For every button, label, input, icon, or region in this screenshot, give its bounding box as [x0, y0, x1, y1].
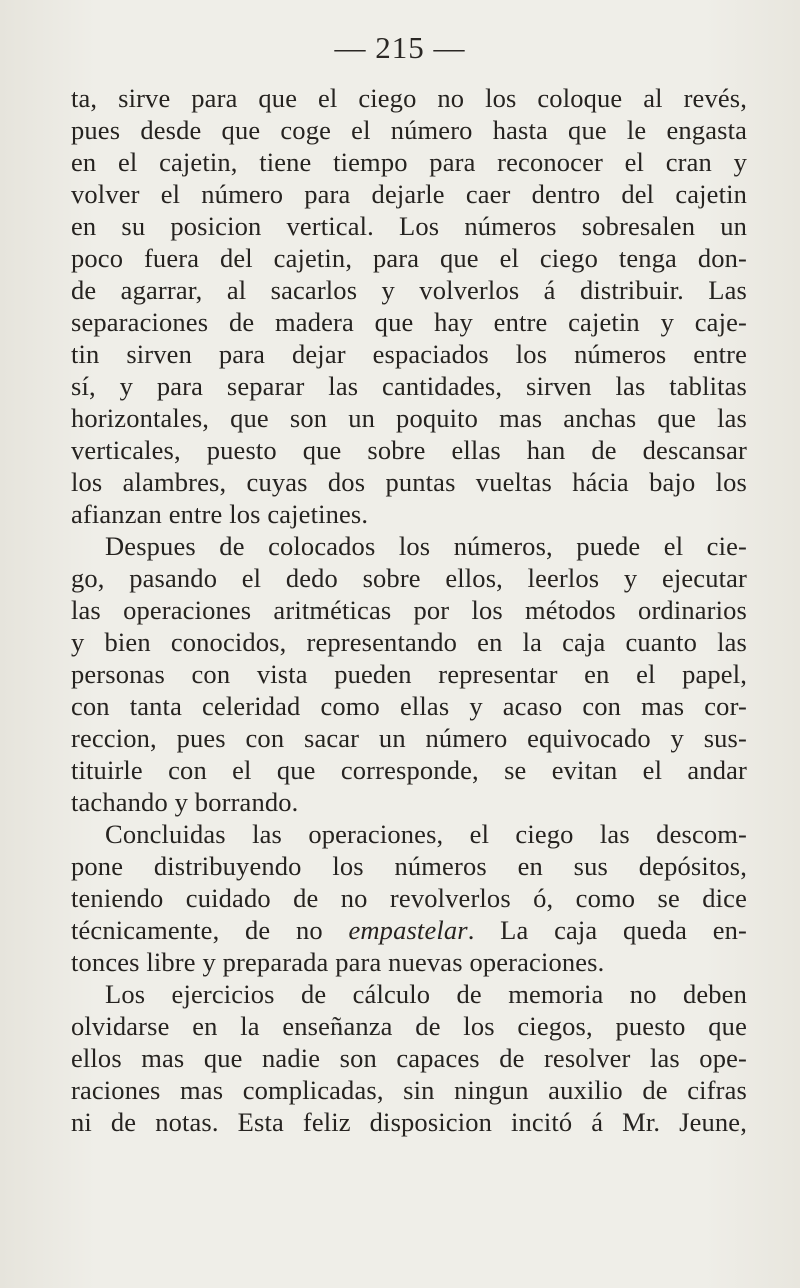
text-line: raciones mas complicadas, sin ningun auxilio de cifras — [71, 1075, 747, 1105]
text-line: ellos mas que nadie son capaces de resolver las ope- — [71, 1043, 747, 1073]
text-line: en el cajetin, tiene tiempo para reconocer el cran y — [71, 147, 747, 177]
text-line: de agarrar, al sacarlos y volverlos á distribuir. Las — [71, 275, 747, 305]
text-line: y bien conocidos, representando en la caja cuanto las — [71, 627, 747, 657]
text-line: tituirle con el que corresponde, se evitan el andar — [71, 755, 747, 785]
text-line: olvidarse en la enseñanza de los ciegos, puesto que — [71, 1011, 747, 1041]
body-text — [71, 82, 747, 1138]
text-line: los alambres, cuyas dos puntas vueltas hácia bajo los — [71, 467, 747, 497]
text-line: separaciones de madera que hay entre cajetin y caje- — [71, 307, 747, 337]
text-run: . La caja queda en- — [467, 915, 747, 945]
text-run: técnicamente, de no — [71, 915, 323, 945]
italic-term: empastelar — [348, 915, 468, 945]
page-number: — 215 — — [334, 30, 466, 65]
text-line: ta, sirve para que el ciego no los coloque al revés, — [71, 83, 747, 113]
text-line: horizontales, que son un poquito mas anchas que las — [71, 403, 747, 433]
text-line: go, pasando el dedo sobre ellos, leerlos y ejecutar — [71, 563, 747, 593]
text-line: sí, y para separar las cantidades, sirven las tablitas — [71, 371, 747, 401]
text-line: afianzan entre los cajetines. — [71, 499, 369, 529]
text-line: tonces libre y preparada para nuevas operaciones. — [71, 947, 605, 977]
text-line: en su posicion vertical. Los números sobresalen un — [71, 211, 747, 241]
text-line: pone distribuyendo los números en sus depósitos, — [71, 851, 747, 881]
text-line: verticales, puesto que sobre ellas han de descansar — [71, 435, 747, 465]
text-line: reccion, pues con sacar un número equivocado y sus- — [71, 723, 747, 753]
text-line: Despues de colocados los números, puede el cie- — [105, 531, 747, 561]
text-line: tachando y borrando. — [71, 787, 299, 817]
text-line: ni de notas. Esta feliz disposicion incitó á Mr. Jeune, — [71, 1107, 747, 1137]
text-line: Los ejercicios de cálculo de memoria no deben — [105, 979, 747, 1009]
text-line: tin sirven para dejar espaciados los números entre — [71, 339, 747, 369]
text-line: Concluidas las operaciones, el ciego las descom- — [105, 819, 747, 849]
text-line: poco fuera del cajetin, para que el ciego tenga don- — [71, 243, 747, 273]
text-line: personas con vista pueden representar en el papel, — [71, 659, 747, 689]
text-line: pues desde que coge el número hasta que le engasta — [71, 115, 747, 145]
text-line — [71, 914, 747, 946]
text-line: teniendo cuidado de no revolverlos ó, como se dice — [71, 883, 747, 913]
text-line: las operaciones aritméticas por los métodos ordinarios — [71, 595, 747, 625]
text-line: volver el número para dejarle caer dentro del cajetin — [71, 179, 747, 209]
text-line: con tanta celeridad como ellas y acaso con mas cor- — [71, 691, 747, 721]
